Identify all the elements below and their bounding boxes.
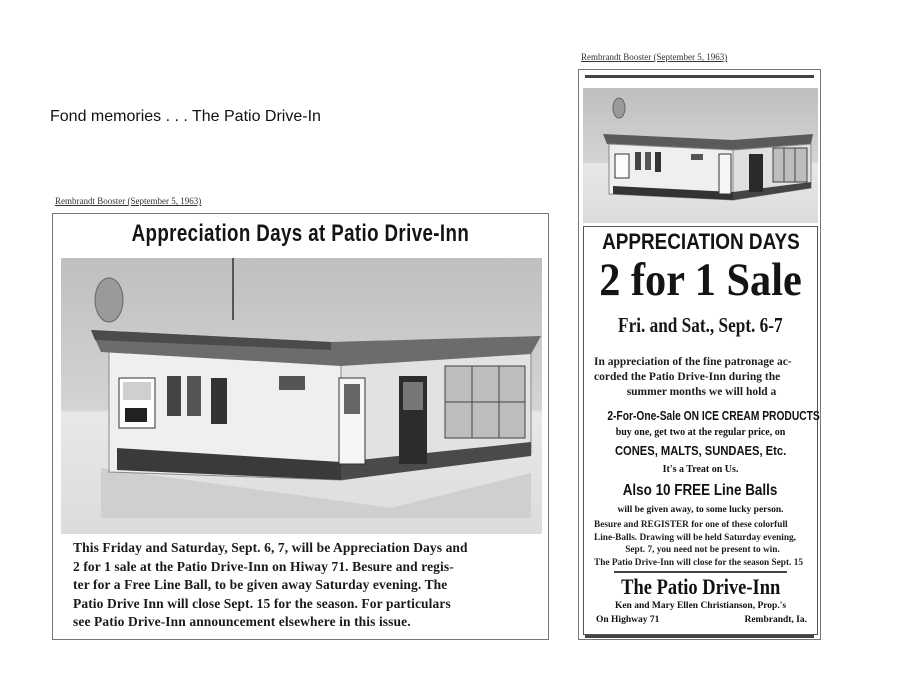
ad-dates: Fri. and Sat., Sept. 6-7 (618, 313, 783, 337)
top-rule (585, 75, 814, 78)
register-line: Sept. 7, you need not be present to win. (625, 545, 780, 555)
ad-town: Rembrandt, Ia. (744, 615, 807, 625)
right-newspaper-ad (578, 69, 821, 640)
ad-business-name: The Patio Drive-Inn (620, 574, 781, 599)
ad-owners: Ken and Mary Ellen Christianson, Prop.'s (614, 601, 787, 611)
drive-inn-photo-large (61, 258, 542, 534)
page-heading: Fond memories . . . The Patio Drive-In (50, 108, 321, 125)
left-newspaper-clipping (52, 213, 549, 640)
ad-body (583, 226, 818, 635)
ad-offer: 2-For-One-Sale ON ICE CREAM PRODUCTS (607, 409, 820, 423)
drive-inn-photo-small (583, 88, 818, 223)
register-line: Besure and REGISTER for one of these colorfull (594, 520, 788, 530)
divider-rule (614, 571, 787, 573)
article-line: ter for a Free Line Ball, to be given away Saturday evening. The (73, 577, 448, 592)
ad-location: On Highway 71 (596, 615, 660, 625)
register-line: Line-Balls. Drawing will be held Saturday evening, (594, 532, 796, 543)
ad-intro (594, 355, 809, 400)
right-clip-caption: Rembrandt Booster (September 5, 1963) (581, 52, 728, 62)
register-line: The Patio Drive-Inn will close for the season Sept. 15 (594, 557, 803, 568)
ad-free-detail: will be given away, to some lucky person. (617, 505, 784, 515)
article-line: Patio Drive Inn will close Sept. 15 for the season. For particulars (73, 595, 451, 611)
intro-line: In appreciation of the fine patronage ac- (594, 356, 792, 368)
bottom-rule (585, 635, 814, 638)
ad-register (594, 519, 811, 569)
article-line: 2 for 1 sale at the Patio Drive-Inn on Hiway 71. Besure and regis- (73, 558, 454, 574)
intro-line: corded the Patio Drive-Inn during the (594, 371, 781, 383)
left-clip-article (73, 539, 541, 632)
left-clip-caption: Rembrandt Booster (September 5, 1963) (55, 196, 202, 206)
article-line: This Friday and Saturday, Sept. 6, 7, will be Appreciation Days and (73, 540, 468, 555)
ad-sale: 2 for 1 Sale (599, 254, 802, 306)
article-line: see Patio Drive-Inn announcement elsewhere in this issue. (73, 614, 411, 629)
ad-products: CONES, MALTS, SUNDAES, Etc. (614, 443, 787, 458)
drive-inn-building-illustration-small (583, 88, 818, 223)
ad-treat: It's a Treat on Us. (662, 464, 739, 475)
left-clip-headline: Appreciation Days at Patio Drive-Inn (131, 220, 470, 247)
ad-title: APPRECIATION DAYS (601, 229, 800, 254)
drive-inn-building-illustration (61, 258, 542, 534)
ad-offer-detail: buy one, get two at the regular price, on (615, 427, 786, 438)
intro-line: summer months we will hold a (626, 386, 777, 398)
ad-free-line-balls: Also 10 FREE Line Balls (623, 482, 778, 499)
